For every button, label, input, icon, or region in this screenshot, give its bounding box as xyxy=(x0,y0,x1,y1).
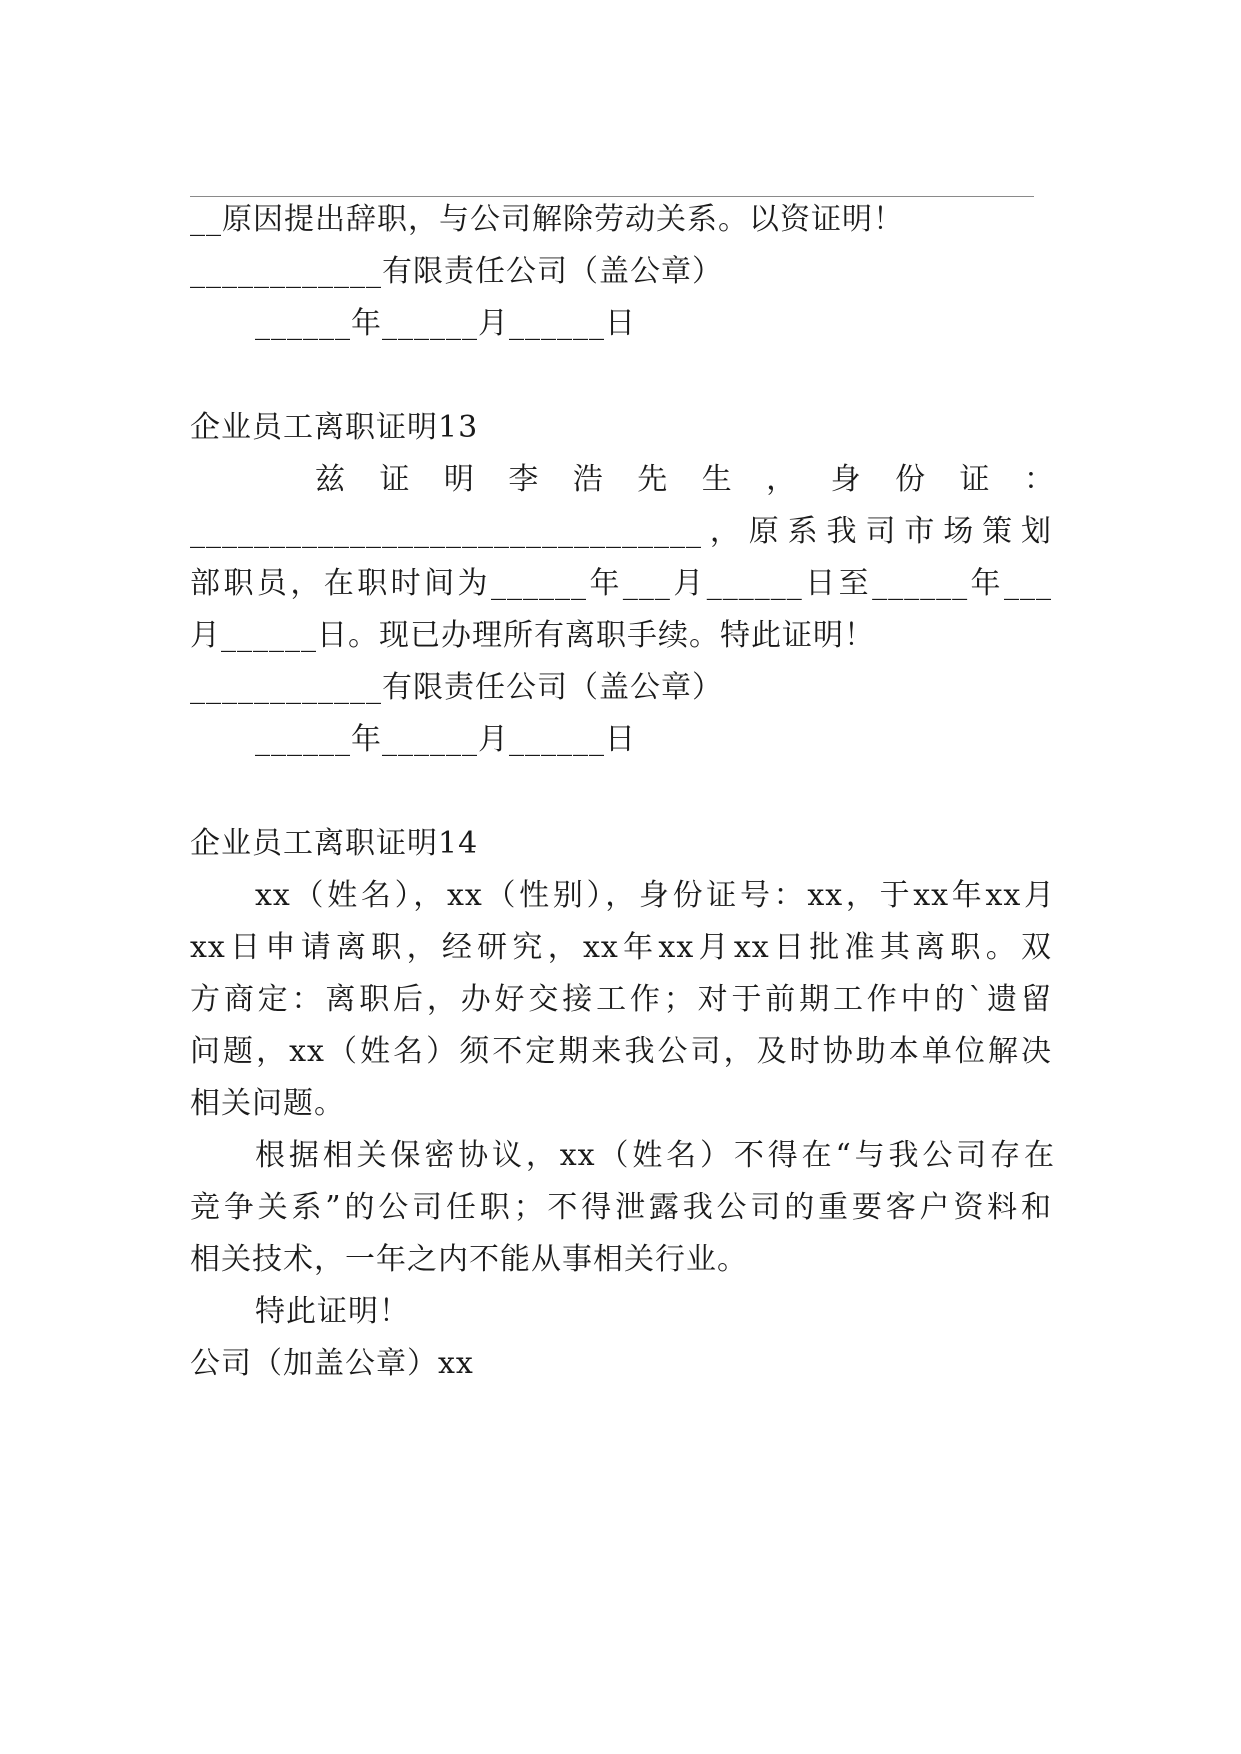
section-14-para2-line-2: 竞争关系”的公司任职；不得泄露我公司的重要客户资料和 xyxy=(190,1190,1052,1225)
section-13-para-line-3: 部职员，在职时间为______年___月______日至______年___ xyxy=(190,566,1052,601)
section-13-date-line: ______年______月______日 xyxy=(255,722,636,757)
section-14-para1-line-5: 相关问题。 xyxy=(190,1086,345,1121)
reason-line: __原因提出辞职，与公司解除劳动关系。以资证明！ xyxy=(190,202,904,237)
section-14-para1-line-4: 问题，xx（姓名）须不定期来我公司，及时协助本单位解决 xyxy=(190,1034,1052,1069)
date-line: ______年______月______日 xyxy=(255,306,636,341)
section-14-signature: 公司（加盖公章）xx xyxy=(190,1346,474,1381)
section-14-para2-line-3: 相关技术，一年之内不能从事相关行业。 xyxy=(190,1242,748,1277)
section-13-para-line-1: 兹 证 明 李 浩 先 生 ， 身 份 证 ： xyxy=(315,462,1055,497)
section-13-para-line-2: ________________________________，原系我司市场策划 xyxy=(190,514,1052,549)
blank-underline-rule xyxy=(190,196,1034,197)
section-14-para1-line-2: xx日申请离职，经研究，xx年xx月xx日批准其离职。双 xyxy=(190,930,1052,965)
section-14-para2-line-1: 根据相关保密协议，xx（姓名）不得在“与我公司存在 xyxy=(255,1138,1055,1173)
section-13-heading: 企业员工离职证明13 xyxy=(190,410,479,445)
section-14-para1-line-1: xx（姓名），xx（性别），身份证号：xx，于xx年xx月 xyxy=(255,878,1055,913)
section-14-closing: 特此证明！ xyxy=(255,1294,410,1329)
section-14-para1-line-3: 方商定：离职后，办好交接工作；对于前期工作中的`遗留 xyxy=(190,982,1052,1017)
section-13-para-line-4: 月______日。现已办理所有离职手续。特此证明！ xyxy=(190,618,875,653)
section-13-company-seal-line: ____________有限责任公司（盖公章） xyxy=(190,670,723,705)
company-seal-line: ____________有限责任公司（盖公章） xyxy=(190,254,723,289)
section-14-heading: 企业员工离职证明14 xyxy=(190,826,479,861)
